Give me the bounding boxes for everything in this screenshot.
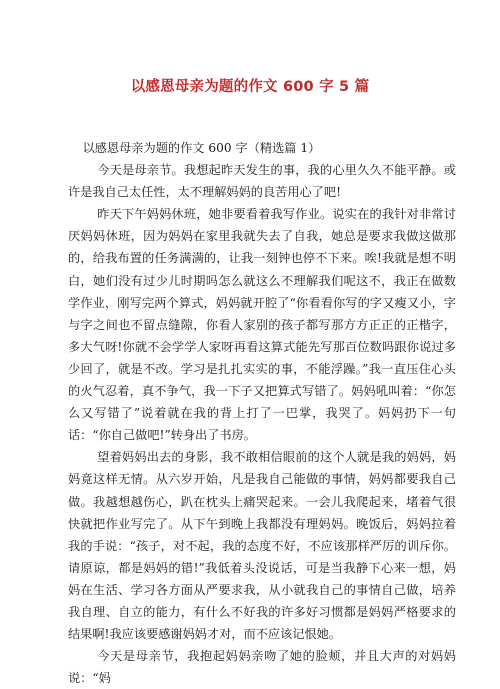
paragraph: 昨天下午妈妈休班，她非要看着我写作业。说实在的我针对非常讨厌妈妈休班，因为妈妈在家里我就失去了自我，她总是要求我做这做那的，给我布置的任务满满的，让我一刻钟也停不下来。唉!我就是想不明白，她们没有过少儿时期吗怎么就这么不理解我们呢这不，我正在做数学作业，刚写完两个算式，妈妈就开腔了“你看看你写的字又瘦又小，字与字之间也不留点缝隙，你看人家别的孩子都写那方方正正的正楷字，多大气呀!你就不会学学人家呀再看这算式能先写那百位数吗跟你说过多少回了，就是不改。学习是扎扎实实的事，不能浮躁。”我一直压住心头的火气忍着，真不争气，我一下子又把算式写错了。妈妈吼叫着：“你怎么又写错了”说着就在我的背上打了一巴掌，我哭了。妈妈扔下一句话：“你自己做吧!”转身出了书房。 bbox=[68, 207, 456, 443]
document-body bbox=[68, 137, 456, 689]
paragraph: 今天是母亲节，我抱起妈妈亲吻了她的脸颊，并且大声的对妈妈说：“妈 bbox=[68, 649, 456, 686]
section-heading: 以感恩母亲为题的作文 600 字（精选篇 1） bbox=[82, 141, 321, 155]
document-title: 以感恩母亲为题的作文 600 字 5 篇 bbox=[130, 79, 370, 95]
paragraph: 今天是母亲节。我想起昨天发生的事，我的心里久久不能平静。或许是我自己太任性，太不理解妈妈的良苦用心了吧! bbox=[68, 163, 456, 200]
paragraph: 望着妈妈出去的身影，我不敢相信眼前的这个人就是我的妈妈，妈妈竟这样无情。从六岁开始，凡是我自己能做的事情，妈妈都要我自己做。我越想越伤心，趴在枕头上痛哭起来。一会儿我爬起来，堵着气很快就把作业写完了。从下午到晚上我都没有理妈妈。晚饭后，妈妈拉着我的手说：“孩子，对不起，我的态度不好，不应该那样严厉的训斥你。请原谅，都是妈妈的错!”我低着头没说话，可是当我静下心来一想，妈妈在生活、学习各方面从严要求我，从小就我自己的事情自己做，培养我自理、自立的能力，有什么不好我的许多好习惯都是妈妈严格要求的结果啊!我应该要感谢妈妈才对，而不应该记恨她。 bbox=[68, 450, 456, 642]
